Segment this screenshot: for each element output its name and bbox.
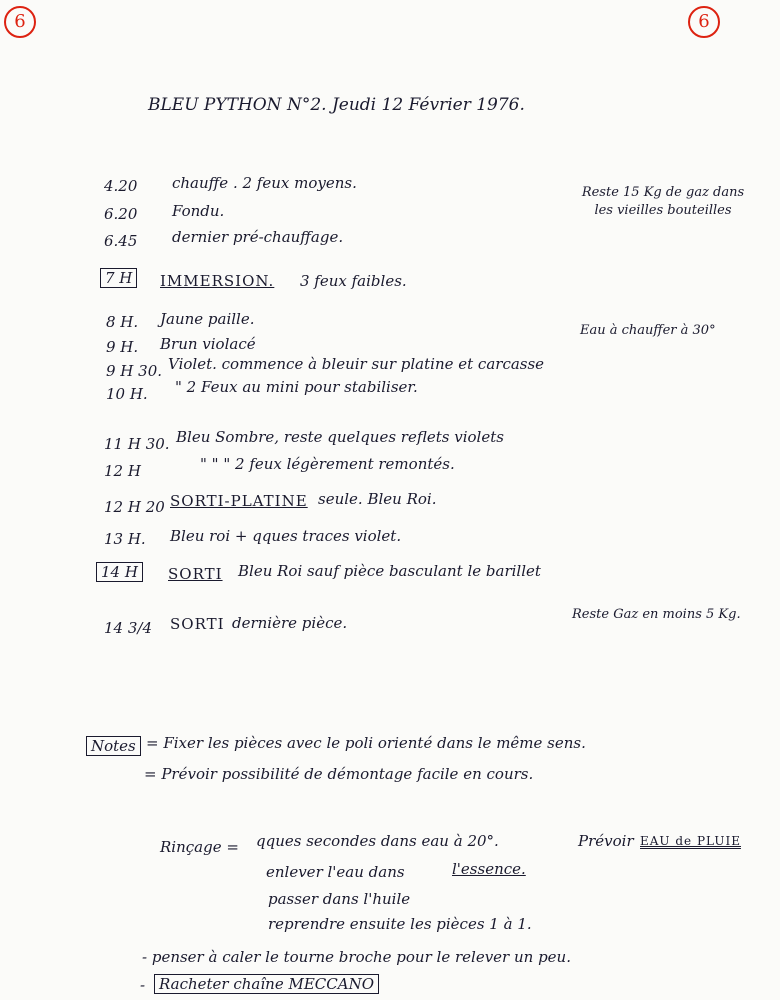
entry-time: 12 H 20 bbox=[104, 498, 165, 516]
entry-time: 8 H. bbox=[106, 313, 139, 331]
entry-text: Violet. commence à bleuir sur platine et carcasse bbox=[168, 355, 545, 373]
eau-pluie-label: EAU de PLUIE bbox=[640, 834, 741, 848]
entry-time: 13 H. bbox=[104, 530, 146, 548]
notes-label: Notes bbox=[86, 736, 141, 756]
entry-text: Bleu roi + qques traces violet. bbox=[170, 527, 402, 545]
final-sorti-label: SORTI bbox=[170, 615, 225, 633]
rincage-line: passer dans l'huile bbox=[268, 890, 411, 908]
entry-text: seule. Bleu Roi. bbox=[318, 490, 437, 508]
entry-text: " " " 2 feux légèrement remontés. bbox=[200, 455, 455, 473]
rincage-line: enlever l'eau dans bbox=[266, 863, 405, 881]
entry-time: 4.20 bbox=[104, 177, 138, 195]
entry-text: Jaune paille. bbox=[160, 310, 255, 328]
todo-dash: - bbox=[140, 976, 146, 994]
sorti-label: SORTI bbox=[168, 565, 223, 583]
side-note-gas: Reste 15 Kg de gaz dans les vieilles bouteilles bbox=[581, 185, 745, 218]
entry-time: 6.45 bbox=[104, 232, 138, 250]
rincage-prevoir: Prévoir bbox=[578, 832, 634, 850]
immersion-text: 3 feux faibles. bbox=[300, 272, 407, 290]
notes-line: = Prévoir possibilité de démontage facile en cours. bbox=[144, 765, 534, 783]
immersion-time: 7 H bbox=[100, 268, 137, 288]
sorti-platine-label: SORTI-PLATINE bbox=[170, 492, 308, 510]
side-note-gas-end: Reste Gaz en moins 5 Kg. bbox=[572, 607, 741, 622]
page-number-left: 6 bbox=[4, 6, 36, 38]
notes-line: = Fixer les pièces avec le poli orienté dans le même sens. bbox=[146, 734, 586, 752]
sorti-text: Bleu Roi sauf pièce basculant le barillet bbox=[238, 562, 541, 580]
entry-time: 9 H. bbox=[106, 338, 139, 356]
todo-meccano: Racheter chaîne MECCANO bbox=[154, 974, 379, 994]
todo-line: - penser à caler le tourne broche pour le relever un peu. bbox=[142, 948, 571, 966]
rincage-essence: l'essence. bbox=[452, 860, 526, 878]
entry-time: 10 H. bbox=[106, 385, 148, 403]
page-title: BLEU PYTHON N°2. Jeudi 12 Février 1976. bbox=[148, 95, 525, 115]
immersion-label: IMMERSION. bbox=[160, 272, 275, 290]
entry-text: dernier pré-chauffage. bbox=[172, 228, 344, 246]
page-number-right: 6 bbox=[688, 6, 720, 38]
entry-time: 11 H 30. bbox=[104, 435, 170, 453]
side-note-water: Eau à chauffer à 30° bbox=[580, 323, 716, 338]
sorti-time: 14 H bbox=[96, 562, 143, 582]
entry-text: chauffe . 2 feux moyens. bbox=[172, 174, 357, 192]
entry-time: 14 3/4 bbox=[104, 619, 152, 637]
entry-text: Bleu Sombre, reste quelques reflets violets bbox=[176, 428, 504, 446]
entry-time: 9 H 30. bbox=[106, 362, 163, 380]
rincage-line: reprendre ensuite les pièces 1 à 1. bbox=[268, 915, 532, 933]
entry-text: dernière pièce. bbox=[232, 614, 348, 632]
entry-text: Brun violacé bbox=[160, 335, 256, 353]
rincage-line: qques secondes dans eau à 20°. bbox=[256, 832, 499, 850]
entry-text: Fondu. bbox=[172, 202, 225, 220]
rincage-label: Rinçage = bbox=[160, 838, 239, 856]
entry-time: 12 H bbox=[104, 462, 141, 480]
entry-time: 6.20 bbox=[104, 205, 138, 223]
entry-text: " 2 Feux au mini pour stabiliser. bbox=[175, 378, 418, 396]
